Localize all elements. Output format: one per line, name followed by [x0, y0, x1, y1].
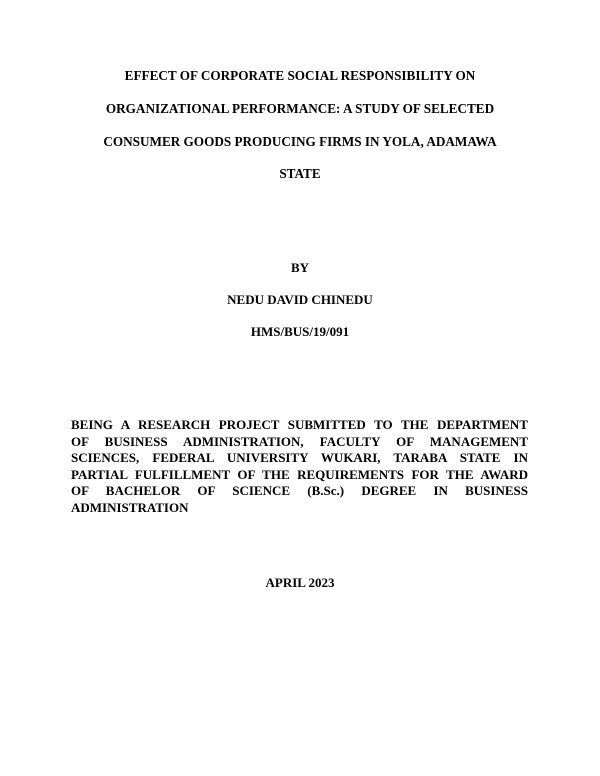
statement-line-5: OF BACHELOR OF SCIENCE (B.Sc.) DEGREE IN BUSINESS	[71, 483, 528, 498]
by-label: BY	[290, 260, 310, 275]
submission-date: APRIL 2023	[265, 575, 335, 590]
statement-line-3: SCIENCES, FEDERAL UNIVERSITY WUKARI, TARABA STATE IN	[71, 450, 528, 465]
title-line-3: CONSUMER GOODS PRODUCING FIRMS IN YOLA, ADAMAWA	[103, 134, 497, 149]
title-line-2: ORGANIZATIONAL PERFORMANCE: A STUDY OF SELECTED	[105, 101, 495, 116]
statement-line-4: PARTIAL FULFILLMENT OF THE REQUIREMENTS FOR THE AWARD	[71, 466, 528, 482]
statement-line-1: BEING A RESEARCH PROJECT SUBMITTED TO THE DEPARTMENT	[71, 417, 528, 432]
matric-number: HMS/BUS/19/091	[250, 324, 350, 339]
title-line-1: EFFECT OF CORPORATE SOCIAL RESPONSIBILITY ON	[124, 68, 476, 83]
submission-statement	[71, 417, 528, 516]
statement-line-2: OF BUSINESS ADMINISTRATION, FACULTY OF MANAGEMENT	[71, 433, 528, 449]
author-name: NEDU DAVID CHINEDU	[227, 292, 373, 307]
title-line-4: STATE	[279, 166, 321, 181]
statement-line-6: ADMINISTRATION	[71, 499, 189, 515]
